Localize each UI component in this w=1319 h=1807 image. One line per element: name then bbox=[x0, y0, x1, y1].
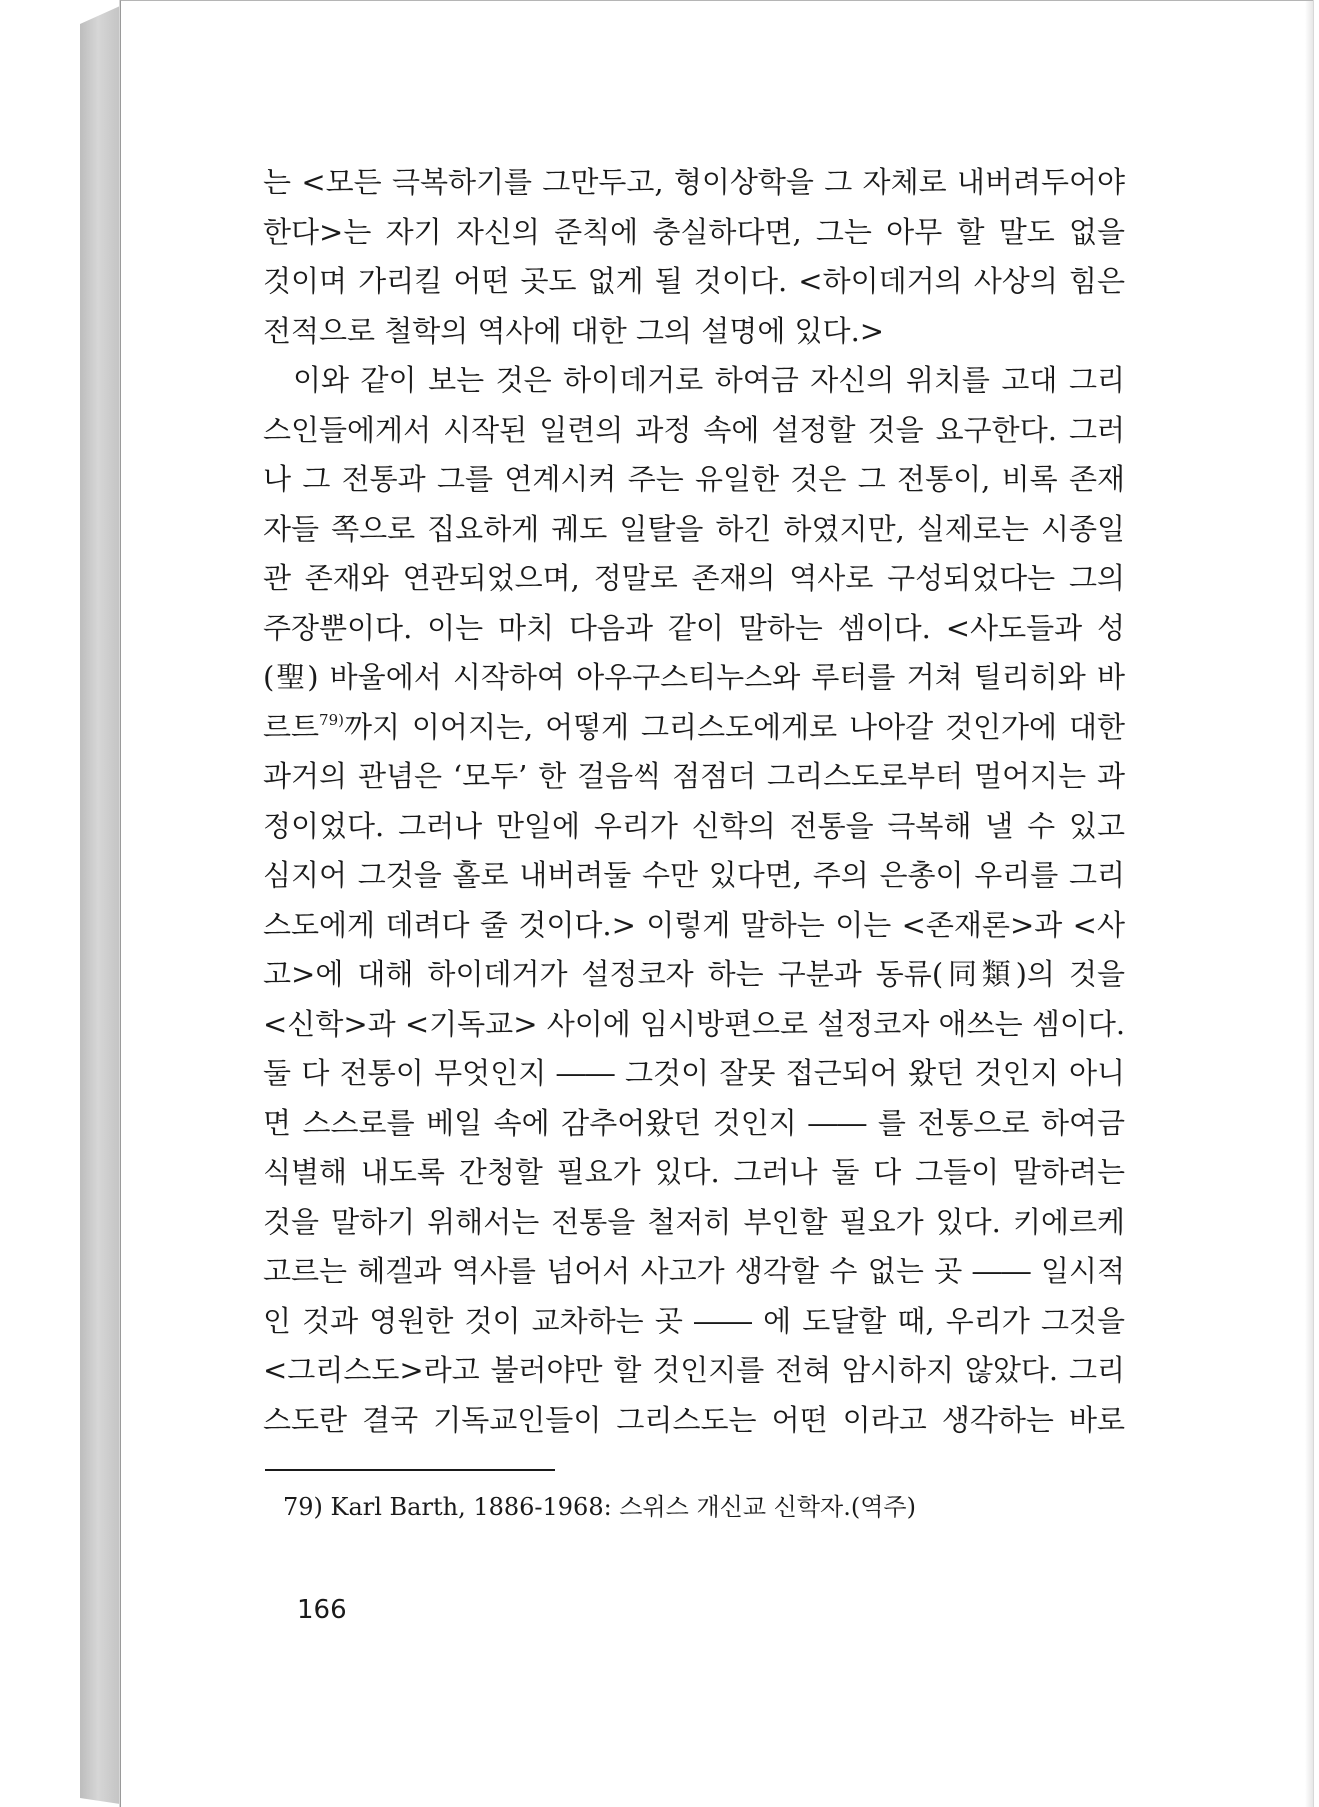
text-line: 스도란 결국 기독교인들이 그리스도는 어떤 이라고 생각하는 바로 bbox=[263, 1402, 1125, 1437]
text-line: (聖) 바울에서 시작하여 아우구스티누스와 루터를 거쳐 틸리히와 바 bbox=[263, 660, 1125, 694]
text-line: 스인들에게서 시작된 일련의 과정 속에 설정할 것을 요구한다. 그러 bbox=[263, 412, 1125, 447]
text-line: 관 존재와 연관되었으며, 정말로 존재의 역사로 구성되었다는 그의 bbox=[263, 561, 1125, 595]
text-line: 고르는 헤겔과 역사를 넘어서 사고가 생각할 수 없는 곳 ―― 일시적 bbox=[263, 1254, 1125, 1288]
text-line: 자들 쪽으로 집요하게 궤도 일탈을 하긴 하였지만, 실제로는 시종일 bbox=[263, 511, 1125, 546]
text-line: 고>에 대해 하이데거가 설정코자 하는 구분과 동류(同類)의 것을 bbox=[263, 957, 1125, 991]
text-line: <그리스도>라고 불러야만 할 것인지를 전혀 암시하지 않았다. 그리 bbox=[263, 1353, 1125, 1387]
page-edge bbox=[1305, 1, 1313, 1807]
text-line-with-footnote bbox=[263, 703, 1125, 753]
footnote-reference[interactable]: 79) bbox=[319, 710, 344, 729]
text-line: 심지어 그것을 홀로 내버려둘 수만 있다면, 주의 은총이 우리를 그리 bbox=[263, 858, 1125, 892]
text-line: 둘 다 전통이 무엇인지 ―― 그것이 잘못 접근되어 왔던 것인지 아니 bbox=[263, 1056, 1125, 1090]
text-line: 것을 말하기 위해서는 전통을 철저히 부인할 필요가 있다. 키에르케 bbox=[263, 1204, 1125, 1239]
text-fragment: 르트 bbox=[263, 709, 320, 744]
text-line: 나 그 전통과 그를 연계시켜 주는 유일한 것은 그 전통이, 비록 존재 bbox=[263, 462, 1125, 496]
text-line: 식별해 내도록 간청할 필요가 있다. 그러나 둘 다 그들이 말하려는 bbox=[263, 1155, 1125, 1189]
footnote-divider bbox=[265, 1469, 555, 1471]
text-line: 것이며 가리킬 어떤 곳도 없게 될 것이다. <하이데거의 사상의 힘은 bbox=[263, 264, 1125, 298]
text-fragment: 까지 이어지는, 어떻게 그리스도에게로 나아갈 것인가에 대한 bbox=[343, 709, 1125, 744]
text-line: 면 스스로를 베일 속에 감추어왔던 것인지 ―― 를 전통으로 하여금 bbox=[263, 1105, 1125, 1140]
text-line: <신학>과 <기독교> 사이에 임시방편으로 설정코자 애쓰는 셈이다. bbox=[263, 1006, 1126, 1041]
text-line: 과거의 관념은 ‘모두’ 한 걸음씩 점점더 그리스도로부터 멀어지는 과 bbox=[263, 759, 1125, 793]
text-line: 정이었다. 그러나 만일에 우리가 신학의 전통을 극복해 낼 수 있고 bbox=[263, 808, 1125, 843]
footnote: 79) Karl Barth, 1886-1968: 스위스 개신교 신학자.(역주) bbox=[283, 1493, 916, 1521]
text-line: 전적으로 철학의 역사에 대한 그의 설명에 있다.> bbox=[263, 313, 885, 348]
text-line: 주장뿐이다. 이는 마치 다음과 같이 말하는 셈이다. <사도들과 성 bbox=[263, 610, 1125, 645]
text-line: 인 것과 영원한 것이 교차하는 곳 ―― 에 도달할 때, 우리가 그것을 bbox=[263, 1303, 1125, 1338]
book-spine bbox=[80, 6, 120, 1804]
text-line: 는 <모든 극복하기를 그만두고, 형이상학을 그 자체로 내버려두어야 bbox=[263, 165, 1125, 199]
page-number: 166 bbox=[297, 1595, 347, 1625]
text-line: 한다>는 자기 자신의 준칙에 충실하다면, 그는 아무 할 말도 없을 bbox=[263, 214, 1125, 249]
text-line: 스도에게 데려다 줄 것이다.> 이렇게 말하는 이는 <존재론>과 <사 bbox=[263, 907, 1125, 942]
body-text bbox=[263, 158, 1125, 1445]
text-line: 이와 같이 보는 것은 하이데거로 하여금 자신의 위치를 고대 그리 bbox=[293, 363, 1125, 397]
